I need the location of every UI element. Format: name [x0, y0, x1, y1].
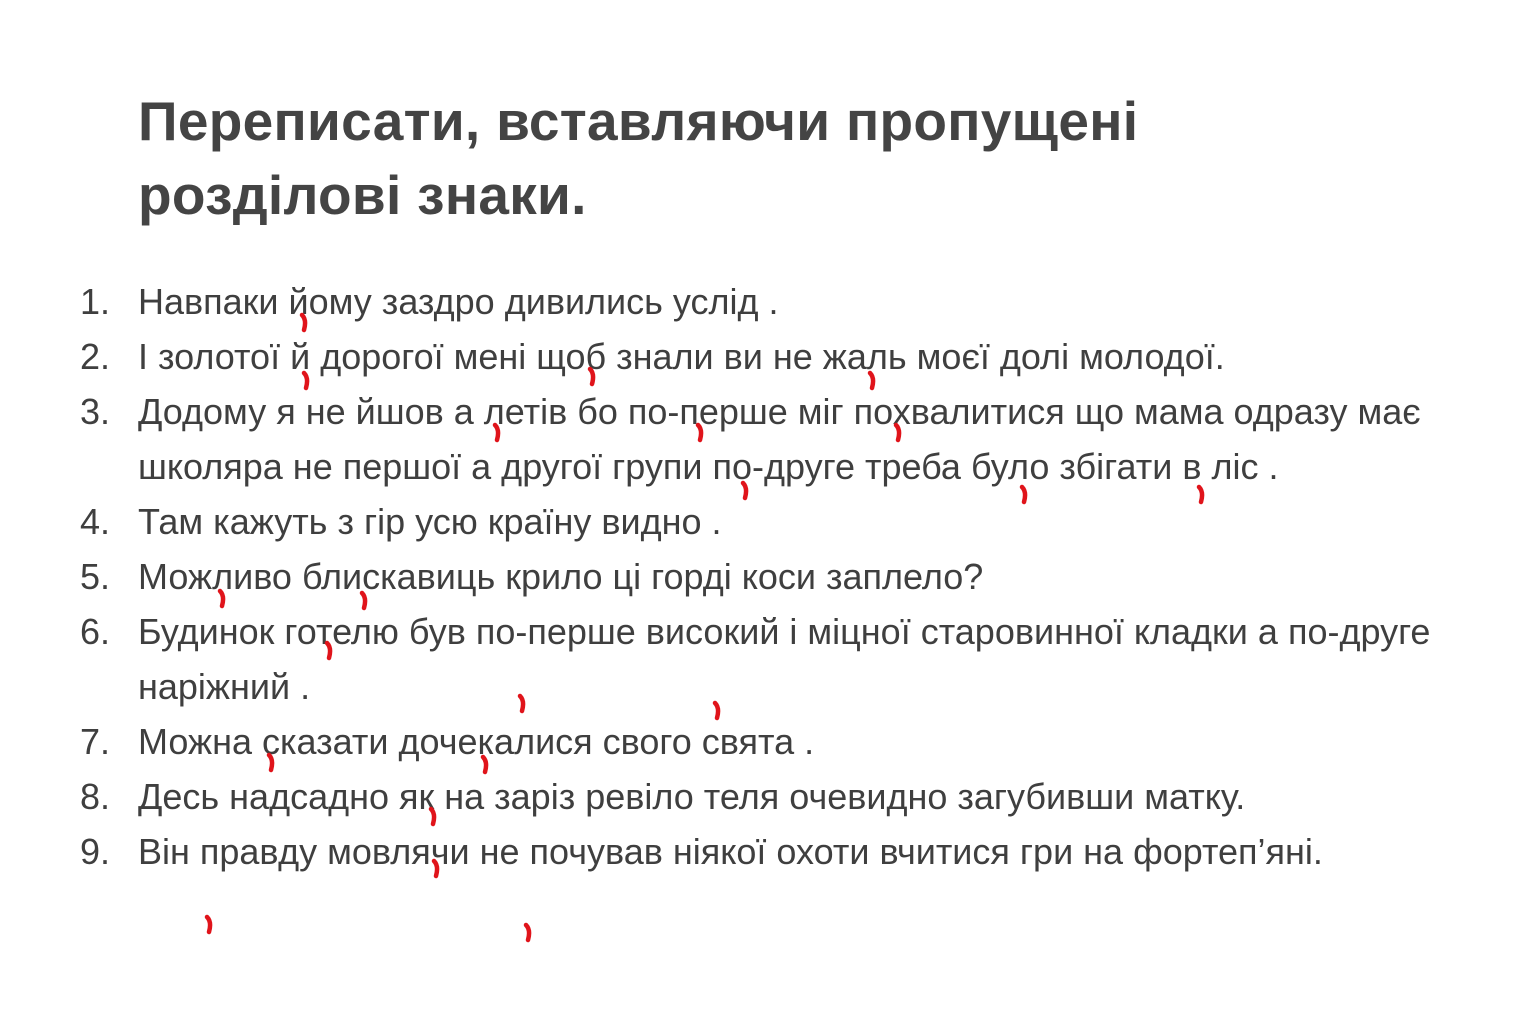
item-number: 7.	[80, 721, 111, 762]
item-text: Можливо блискавиць крило ці горді коси заплело?	[138, 556, 984, 597]
item-number: 6.	[80, 611, 111, 652]
item-number: 2.	[80, 336, 111, 377]
item-number: 4.	[80, 501, 111, 542]
item-number: 8.	[80, 776, 111, 817]
list-item	[80, 714, 1500, 769]
item-text: Він правду мовлячи не почував ніякої охоти вчитися гри на фортеп’яні.	[138, 831, 1323, 872]
list-item	[80, 384, 1500, 494]
item-text: Можна сказати дочекалися свого свята .	[138, 721, 815, 762]
comma-mark	[522, 922, 534, 944]
list-item	[80, 494, 1500, 549]
item-text: Додому я не йшов а летів бо по-перше міг похвалитися що мама одразу має школяра не першої а другої групи по-друге треба було збігати в ліс .	[138, 391, 1421, 487]
list-item	[80, 824, 1500, 879]
item-number: 3.	[80, 391, 111, 432]
item-number: 1.	[80, 281, 111, 322]
item-text: Там кажуть з гір усю країну видно .	[138, 501, 722, 542]
page-title: Переписати, вставляючи пропущені розділові знаки.	[138, 90, 1139, 226]
list-item	[80, 604, 1500, 714]
item-text: Десь надсадно як на заріз ревіло теля очевидно загубивши матку.	[138, 776, 1246, 817]
list-item	[80, 274, 1500, 329]
list-item	[80, 329, 1500, 384]
list-item	[80, 549, 1500, 604]
list-item	[80, 769, 1500, 824]
item-text: Навпаки йому заздро дивились услід .	[138, 281, 779, 322]
item-text: І золотої й дорогої мені щоб знали ви не жаль моєї долі молодої.	[138, 336, 1225, 377]
item-text: Будинок готелю був по-перше високий і міцної старовинної кладки а по-друге наріжний .	[138, 611, 1431, 707]
item-number: 5.	[80, 556, 111, 597]
item-number: 9.	[80, 831, 111, 872]
comma-mark	[203, 914, 215, 936]
exercise-list	[80, 274, 1500, 879]
